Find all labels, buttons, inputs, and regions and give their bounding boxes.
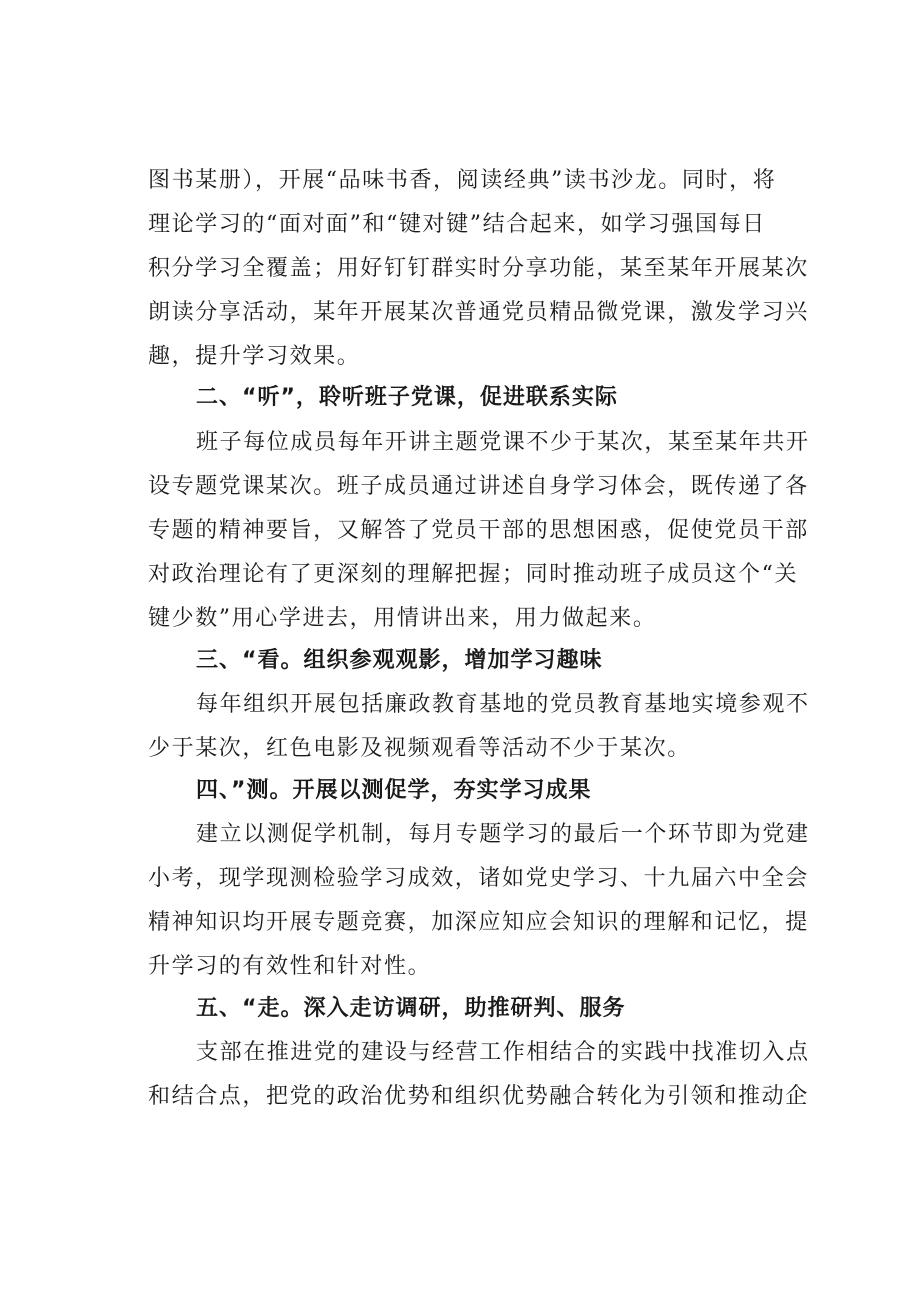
paragraph-line: 设专题党课某次。班子成员通过讲述自身学习体会，既传递了各	[148, 474, 809, 499]
paragraph-line: 和结合点，把党的政治优势和组织优势融合转化为引领和推动企	[148, 1084, 809, 1109]
section-heading: 三、“看。组织参观观影，增加学习趣味	[196, 648, 603, 673]
section-heading: 二、“听”，聆听班子党课，促进联系实际	[196, 385, 618, 410]
section-heading: 四、”测。开展以测促学，夯实学习成果	[196, 778, 592, 803]
paragraph-line: 升学习的有效性和针对性。	[148, 954, 432, 979]
paragraph-line: 朗读分享活动，某年开展某次普通党员精品微党课，激发学习兴	[148, 300, 809, 325]
paragraph-line: 图书某册），开展“品味书香，阅读经典”读书沙龙。同时，将	[148, 168, 777, 193]
paragraph-line: 每年组织开展包括廉政教育基地的党员教育基地实境参观不	[196, 692, 810, 717]
section-heading: 五、“走。深入走访调研，助推研判、服务	[196, 996, 626, 1021]
paragraph-line: 键少数”用心学进去，用情讲出来，用力做起来。	[148, 606, 657, 631]
paragraph-line: 理论学习的“面对面”和“键对键”结合起来，如学习强国每日	[148, 212, 766, 237]
paragraph-line: 建立以测促学机制，每月专题学习的最后一个环节即为党建	[196, 822, 810, 847]
paragraph-line: 精神知识均开展专题竞赛，加深应知应会知识的理解和记忆，提	[148, 910, 809, 935]
paragraph-line: 积分学习全覆盖；用好钉钉群实时分享功能，某至某年开展某次	[148, 256, 809, 281]
paragraph-line: 支部在推进党的建设与经营工作相结合的实践中找准切入点	[196, 1040, 810, 1065]
paragraph-line: 对政治理论有了更深刻的理解把握；同时推动班子成员这个“关	[148, 562, 799, 587]
paragraph-line: 趣，提升学习效果。	[148, 344, 361, 369]
paragraph-line: 专题的精神要旨，又解答了党员干部的思想困惑，促使党员干部	[148, 518, 809, 543]
paragraph-line: 班子每位成员每年开讲主题党课不少于某次，某至某年共开	[196, 430, 810, 455]
paragraph-line: 小考，现学现测检验学习成效，诸如党史学习、十九届六中全会	[148, 866, 809, 891]
paragraph-line: 少于某次，红色电影及视频观看等活动不少于某次。	[148, 736, 691, 761]
